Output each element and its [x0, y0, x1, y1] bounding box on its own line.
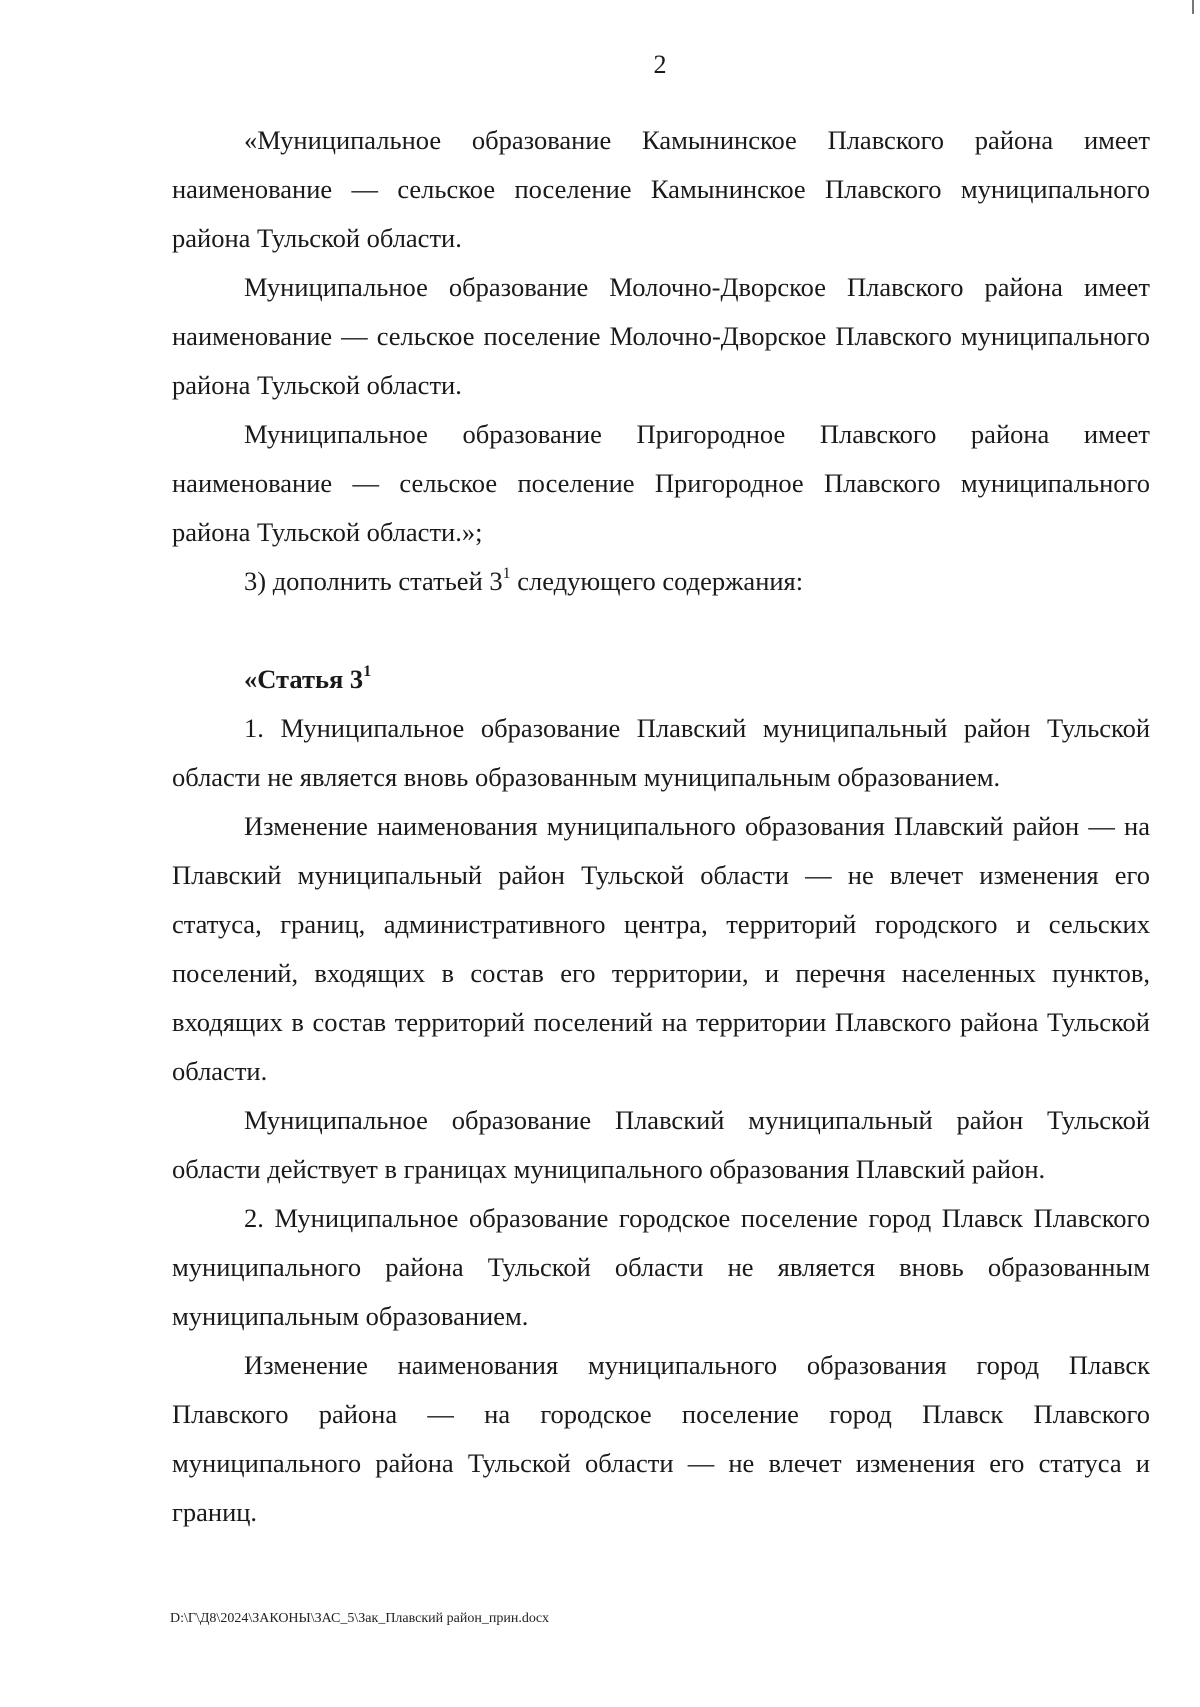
scan-corner-mark [1192, 0, 1194, 14]
paragraph-molochno-dvorskoe: Муниципальное образование Молочно-Дворское Плавского района имеет наименование — сельское поселение Молочно-Дворское Плавского муниципального района Тульской области. [172, 272, 1150, 400]
page-number: 2 [653, 50, 667, 79]
amendment-3-superscript: 1 [502, 565, 511, 583]
article-paragraph-5: Изменение наименования муниципального образования город Плавск Плавского района — на городское поселение город Плавск Плавского муниципального района Тульской области — не влечет изменения его статуса и границ. [172, 1350, 1150, 1527]
article-paragraph-2: Изменение наименования муниципального образования Плавский район — на Плавский муниципальный район Тульской области — не влечет изменения его статуса, границ, административного центра, территорий городского и сельских поселений, входящих в состав его территории, и перечня населенных пунктов, входящих в состав территорий поселений на территории Плавского района Тульской области. [172, 811, 1150, 1086]
article-heading-superscript: 1 [363, 663, 372, 681]
footer-file-path: D:\Г\Д8\2024\ЗАКОНЫ\ЗАС_5\Зак_Плавский район_прин.docx [170, 1611, 550, 1626]
paragraph-amendment-3 [172, 557, 1150, 606]
article-paragraph-3: Муниципальное образование Плавский муниципальный район Тульской области действует в границах муниципального образования Плавский район. [172, 1105, 1150, 1184]
article-heading-text: «Статья 3 [244, 664, 364, 694]
article-paragraph-1: 1. Муниципальное образование Плавский муниципальный район Тульской области не является вновь образованным муниципальным образованием. [172, 713, 1150, 792]
paragraph-kamyninskoe: «Муниципальное образование Камынинское Плавского района имеет наименование — сельское поселение Камынинское Плавского муниципального района Тульской области. [172, 125, 1150, 253]
document-body [172, 116, 1150, 1537]
amendment-3-text: 3) дополнить статьей 3 [244, 566, 503, 596]
paragraph-prigorodnoe: Муниципальное образование Пригородное Плавского района имеет наименование — сельское поселение Пригородное Плавского муниципального района Тульской области.»; [172, 419, 1150, 547]
amendment-3-text-tail: следующего содержания: [510, 566, 804, 596]
blank-spacer [172, 606, 1150, 655]
article-paragraph-4: 2. Муниципальное образование городское поселение город Плавск Плавского муниципального района Тульской области не является вновь образованным муниципальным образованием. [172, 1203, 1150, 1331]
article-heading [172, 655, 1150, 704]
